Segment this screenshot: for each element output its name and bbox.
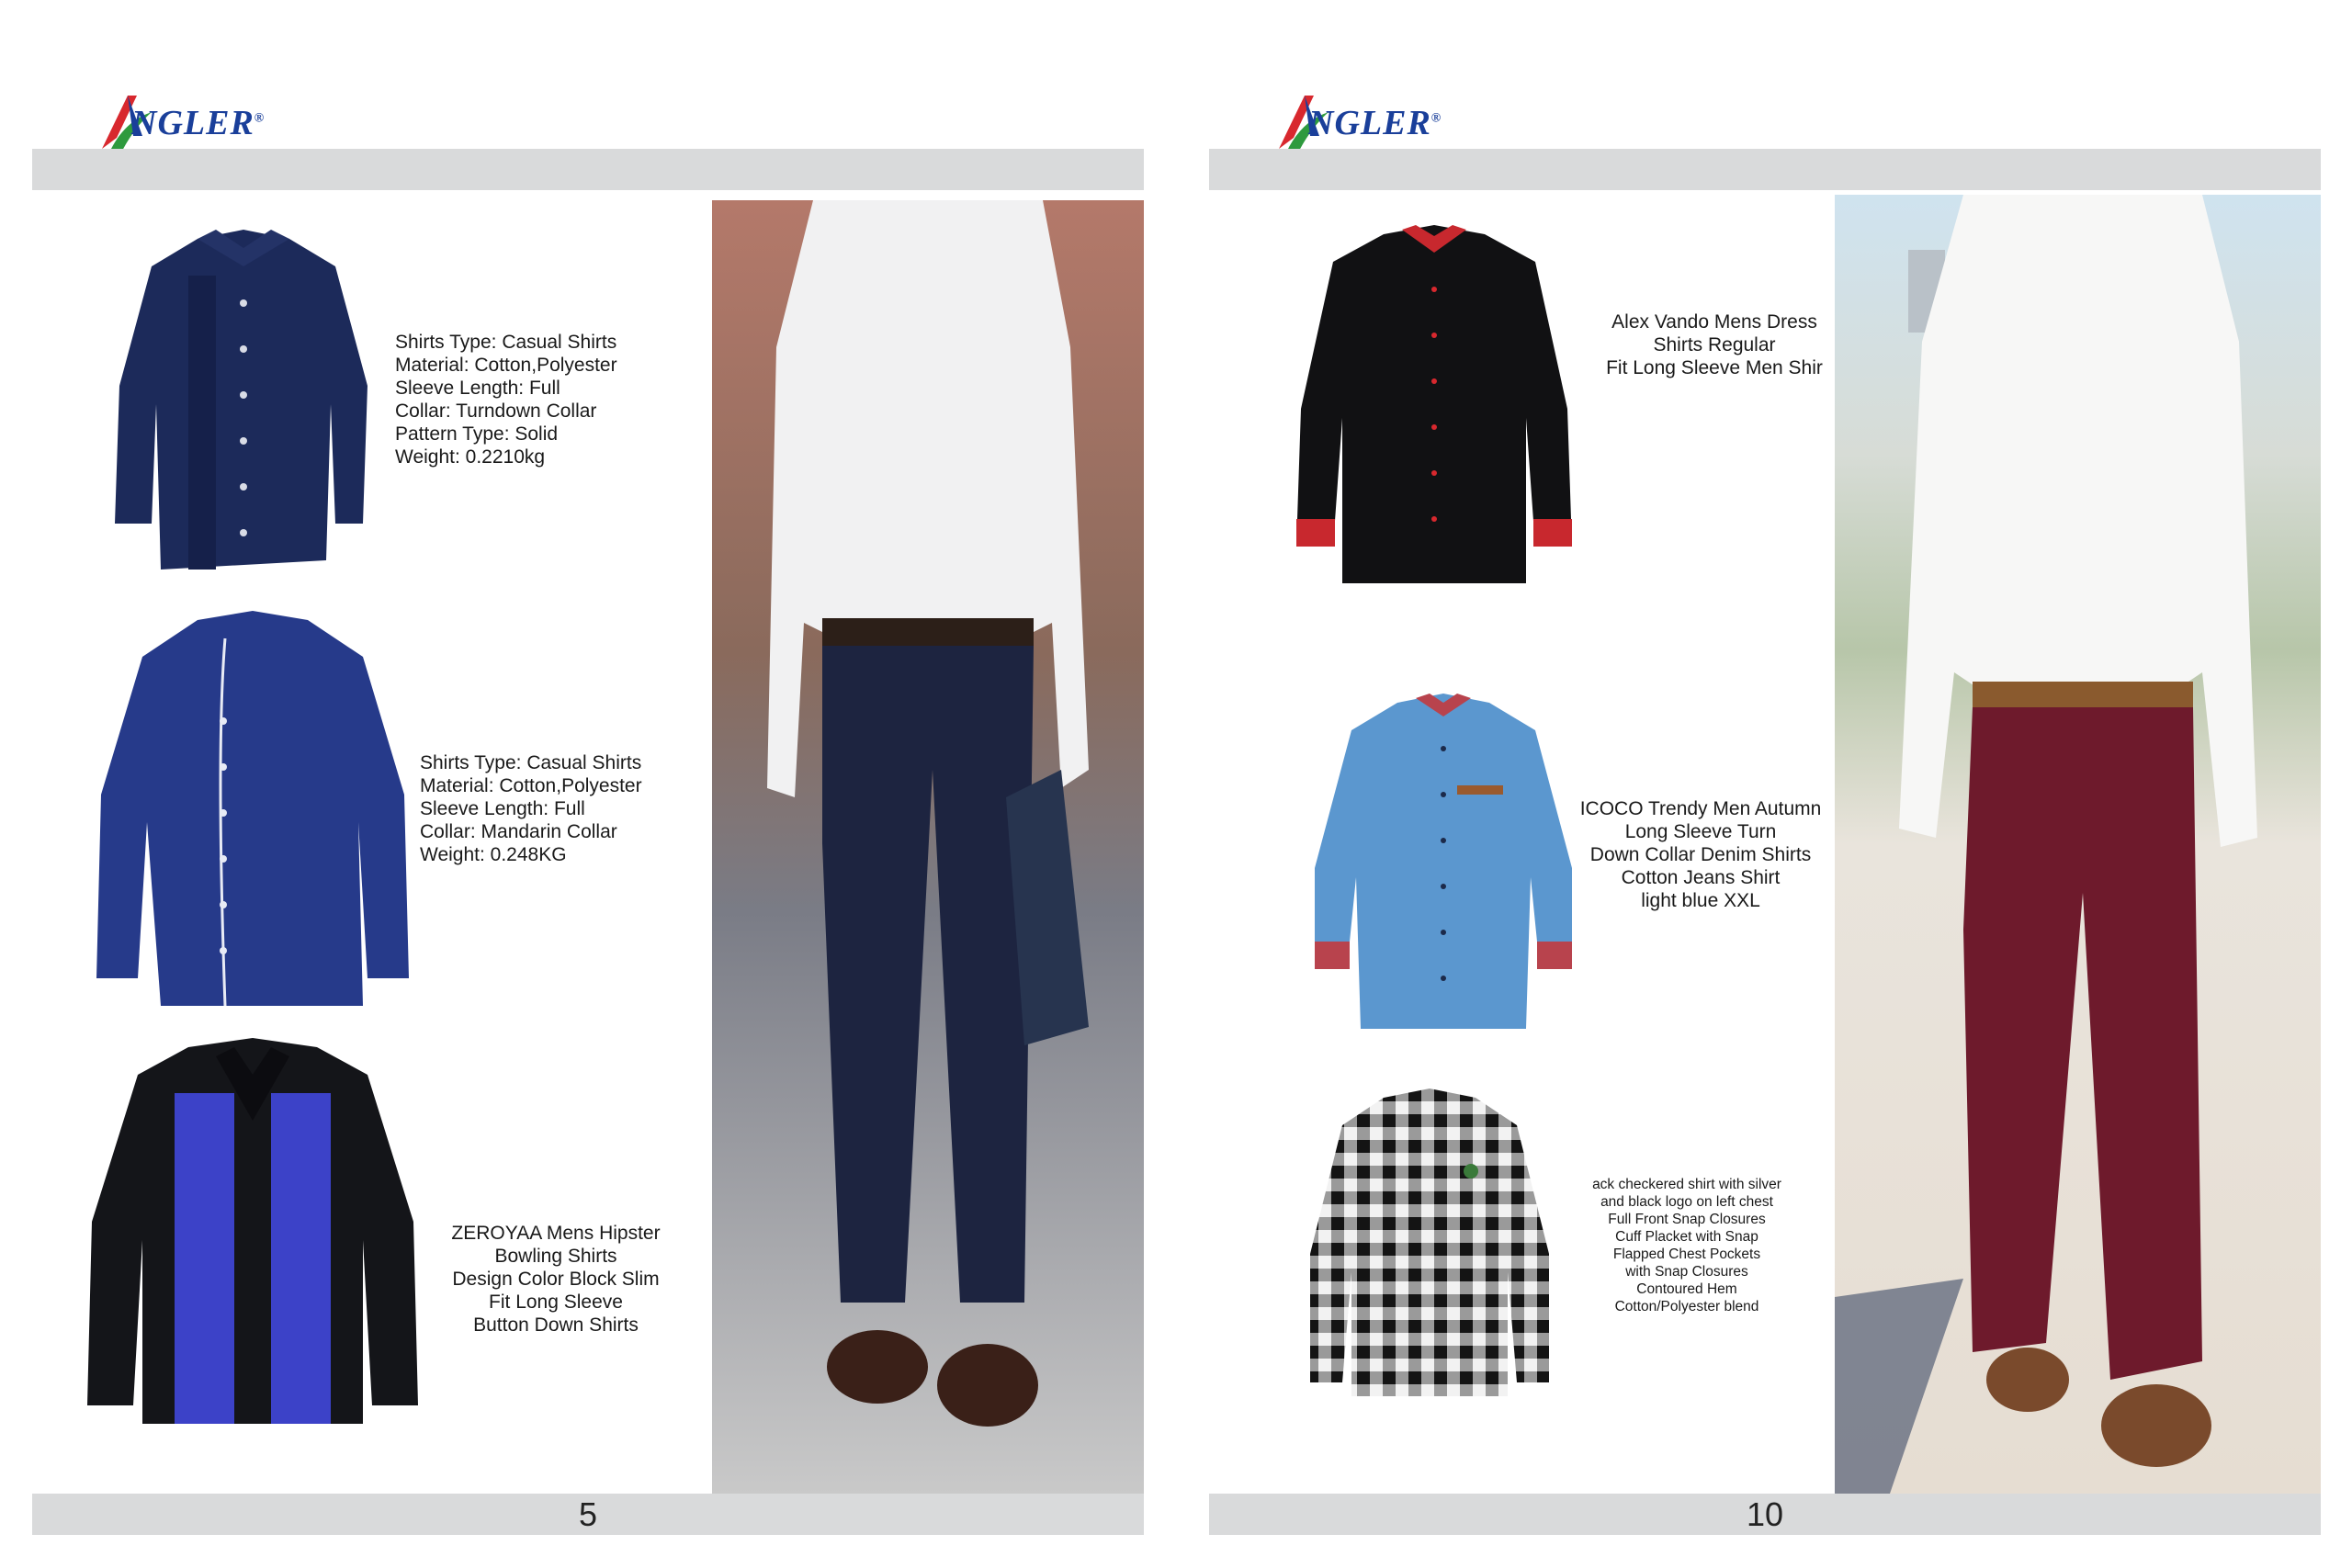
model-photo	[712, 200, 1144, 1494]
product-description: ack checkered shirt with silver and black logo on left chest Full Front Snap Closures Cuff Placket with Snap Flapped Chest Pockets with Snap Closures Contoured Hem Cotton/Polyester blend	[1592, 1177, 1781, 1314]
brand-logo	[1273, 85, 1476, 158]
model-photo	[1835, 195, 2321, 1494]
product-description: Shirts Type: Casual Shirts Material: Cotton,Polyester Sleeve Length: Full Collar: Turndown Collar Pattern Type: Solid Weight: 0.2210kg	[395, 332, 617, 468]
product-image-navy-shirt	[106, 230, 381, 579]
product-image-checkered-shirt	[1306, 1089, 1554, 1401]
product-image-bowling-shirt	[87, 1038, 418, 1433]
footer-band	[1209, 1494, 2321, 1535]
product-description: Alex Vando Mens Dress Shirts Regular Fit Long Sleeve Men Shir	[1606, 311, 1823, 378]
catalog-page-right	[1209, 0, 2339, 1568]
page-number: 5	[578, 1495, 598, 1533]
product-image-denim-shirt	[1310, 694, 1577, 1033]
logo-text: NGLER	[131, 104, 254, 142]
logo-reg-mark: ®	[254, 111, 266, 126]
header-band	[32, 149, 1144, 190]
product-description: ICOCO Trendy Men Autumn Long Sleeve Turn Down Collar Denim Shirts Cotton Jeans Shirt light blue XXL	[1579, 798, 1822, 911]
logo-text: NGLER	[1308, 104, 1431, 142]
product-description: Shirts Type: Casual Shirts Material: Cotton,Polyester Sleeve Length: Full Collar: Mandarin Collar Weight: 0.248KG	[420, 752, 642, 865]
header-band	[1209, 149, 2321, 190]
catalog-page-left	[32, 0, 1162, 1568]
brand-logo	[96, 85, 299, 158]
logo-reg-mark: ®	[1430, 111, 1442, 126]
page-number: 10	[1746, 1495, 1784, 1533]
product-description: ZEROYAA Mens Hipster Bowling Shirts Design Color Block Slim Fit Long Sleeve Button Down Shirts	[451, 1223, 661, 1336]
product-image-blue-mandarin-shirt	[87, 611, 418, 1015]
product-image-black-dress-shirt	[1292, 225, 1577, 588]
footer-band	[32, 1494, 1144, 1535]
